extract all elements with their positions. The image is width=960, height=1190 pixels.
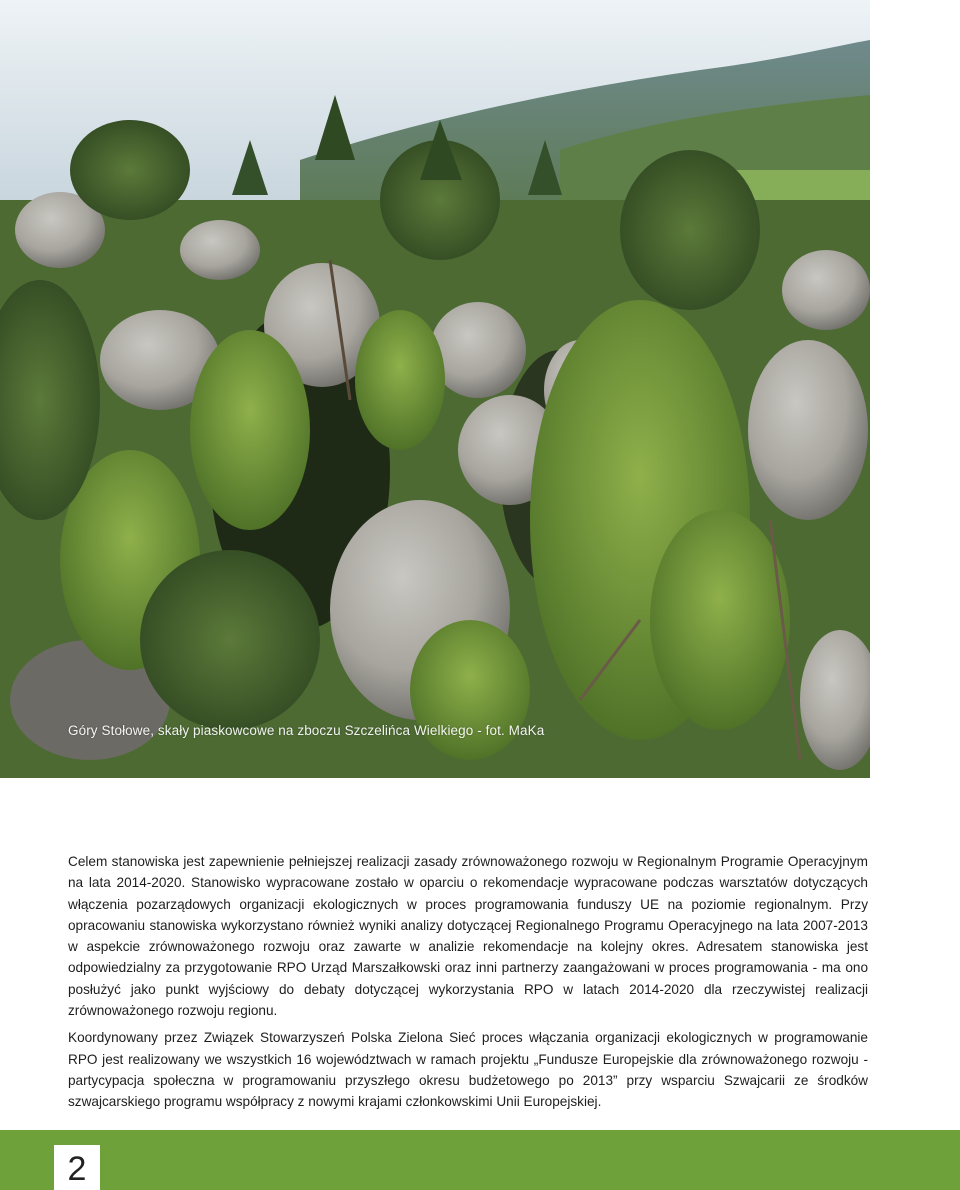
paragraph-2: Koordynowany przez Związek Stowarzyszeń Polska Zielona Sieć proces włączania organizacji ekologicznych w programowanie RPO jest realizowany we wszystkich 16 województwach w ramach projektu „Fundusze Europejskie dla zrównoważonego rozwoju - partycypacja społeczna w programowaniu przyszłego okresu budżetowego po 2013” przy wsparciu Szwajcarii ze środków szwajcarskiego programu współpracy z nowymi krajami członkowskimi Unii Europejskiej. xyxy=(68,1030,868,1110)
photo-caption: Góry Stołowe, skały piaskowcowe na zboczu Szczelińca Wielkiego - fot. MaKa xyxy=(68,723,545,738)
body-text xyxy=(68,851,868,1119)
paragraph-1: Celem stanowiska jest zapewnienie pełniejszej realizacji zasady zrównoważonego rozwoju w Regionalnym Programie Operacyjnym na lata 2014-2020. Stanowisko wypracowane zostało w oparciu o rekomendacje wypracowane podczas warsztatów dotyczących włączenia pozarządowych organizacji ekologicznych w proces programowania funduszy UE na poziomie regionalnym. Przy opracowaniu stanowiska wykorzystano również wyniki analizy dotyczącej Regionalnego Programu Operacyjnego na lata 2007-2013 w aspekcie zrównoważonego rozwoju oraz zawarte w analizie rekomendacje na kolejny okres. Adresatem stanowiska jest odpowiedzialny za przygotowanie RPO Urząd Marszałkowski oraz inni partnerzy zaangażowani w proces programowania - ma ono posłużyć jako punkt wyjściowy do debaty dotyczącej wykorzystania RPO w latach 2014-2020 dla rzeczywistej realizacji zrównoważonego rozwoju regionu. xyxy=(68,854,868,1019)
page-number: 2 xyxy=(67,1150,87,1188)
page-number-box xyxy=(54,1145,100,1190)
footer-band xyxy=(0,1130,960,1190)
